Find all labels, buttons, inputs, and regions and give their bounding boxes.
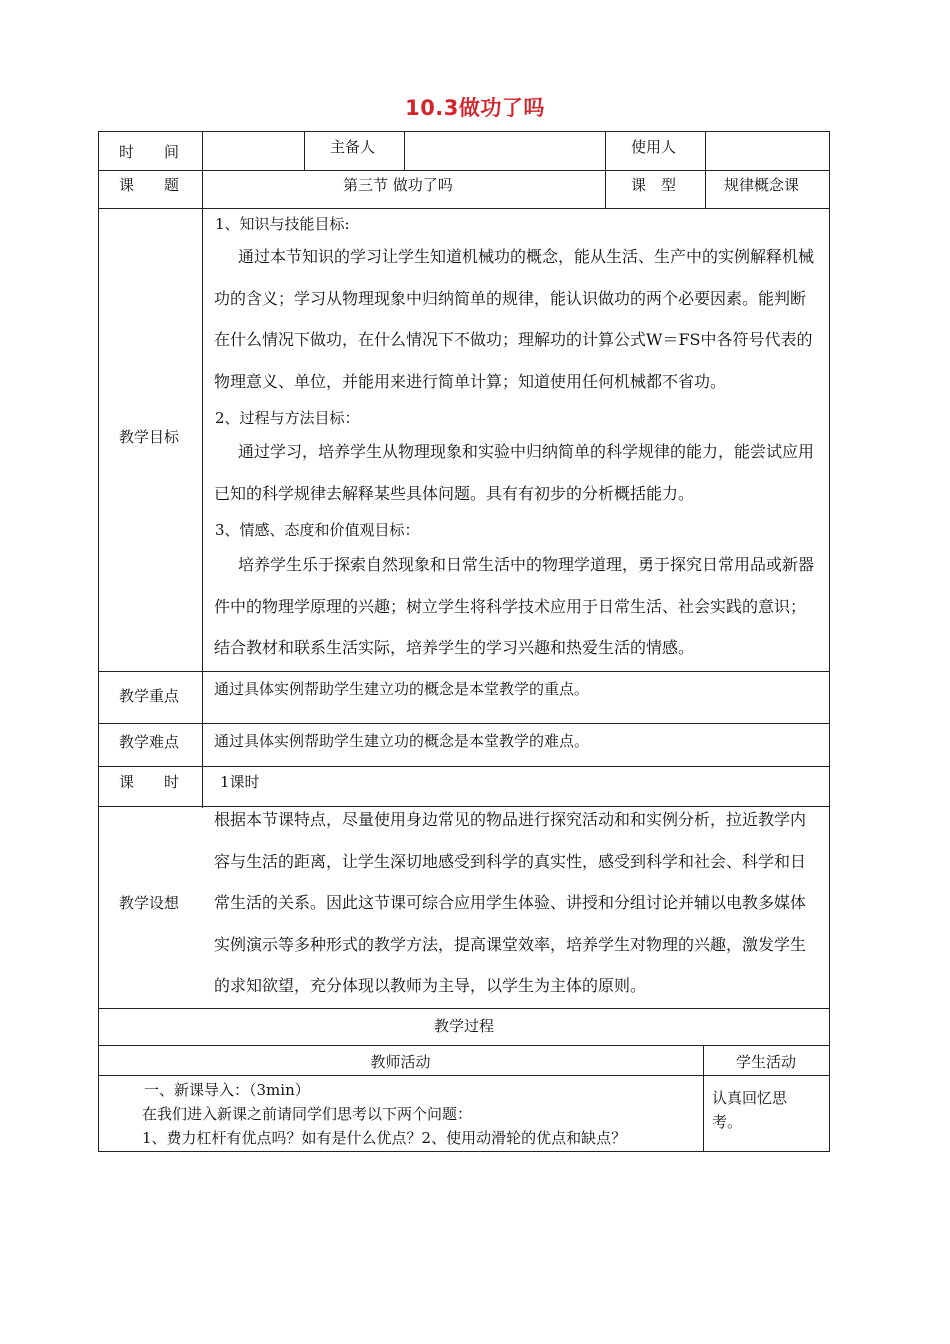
column-border [705, 131, 706, 209]
key-point-label: 教学重点 [119, 687, 180, 705]
column-border [98, 131, 99, 1152]
row-border [98, 1008, 830, 1009]
hours-label: 课 时 [119, 773, 180, 791]
column-border [829, 131, 830, 1152]
objective-text-process: 通过学习，培养学生从物理现象和实验中归纳简单的科学规律的能力，能尝试应用已知的科学规律去解释某些具体问题。具有有初步的分析概括能力。 [214, 442, 815, 503]
row-border [98, 170, 830, 171]
objective-heading-emotion: 3、情感、态度和价值观目标： [215, 521, 420, 539]
document-title: 10.3做功了吗 [405, 96, 545, 120]
column-border [304, 131, 305, 171]
type-label: 课 型 [631, 176, 677, 194]
objectives-label: 教学目标 [119, 428, 180, 446]
objective-text-knowledge: 通过本节知识的学习让学生知道机械功的概念，能从生活、生产中的实例解释机械功的含义；学习从物理现象中归纳简单的规律，能认识做功的两个必要因素。能判断在什么情况下做功，在什么情况下不做功；理解功的计算公式W＝FS中各符号代表的物理意义、单位，并能用来进行简单计算；知道使用任何机械都不省功。 [214, 247, 815, 391]
row-border [98, 1151, 830, 1152]
teacher-activity-line: 在我们进入新课之前请同学们思考以下两个问题： [142, 1105, 473, 1123]
student-activity-text: 认真回忆思考。 [712, 1089, 788, 1131]
host-label: 主备人 [330, 138, 376, 156]
topic-value: 第三节 做功了吗 [343, 176, 453, 194]
user-label: 使用人 [631, 138, 677, 156]
row-border [98, 723, 830, 724]
hours-value: 1课时 [220, 773, 260, 791]
topic-label: 课 题 [119, 176, 180, 194]
key-point-text: 通过具体实例帮助学生建立功的概念是本堂教学的重点。 [214, 680, 590, 698]
type-value: 规律概念课 [724, 176, 800, 194]
student-activity-header: 学生活动 [735, 1053, 796, 1071]
column-border [202, 131, 203, 808]
row-border [98, 1075, 830, 1076]
teacher-activity-header: 教师活动 [370, 1053, 431, 1071]
column-border [605, 131, 606, 209]
row-border [98, 208, 830, 209]
design-text: 根据本节课特点，尽量使用身边常见的物品进行探究活动和和实例分析，拉近教学内容与生活的距离，让学生深切地感受到科学的真实性，感受到科学和社会、科学和日常生活的关系。因此这节课可综合应用学生体验、讲授和分组讨论并辅以电教多媒体实例演示等多种形式的教学方法，提高课堂效率，培养学生对物理的兴趣，激发学生的求知欲望，充分体现以教师为主导，以学生为主体的原则。 [214, 810, 807, 995]
row-border [98, 671, 830, 672]
design-label: 教学设想 [119, 894, 180, 912]
teacher-activity-line: 1、费力杠杆有优点吗？如有是什么优点？2、使用动滑轮的优点和缺点？ [142, 1129, 627, 1147]
row-border [98, 131, 830, 132]
teacher-activity-line: 一、新课导入：（3min） [144, 1081, 310, 1099]
difficulty-text: 通过具体实例帮助学生建立功的概念是本堂教学的难点。 [214, 732, 590, 750]
difficulty-label: 教学难点 [119, 733, 180, 751]
objective-heading-process: 2、过程与方法目标： [215, 409, 360, 427]
objective-heading-knowledge: 1、知识与技能目标: [215, 215, 350, 233]
row-border [98, 1045, 830, 1046]
time-label: 时 间 [119, 143, 180, 161]
column-border [404, 131, 405, 171]
objective-text-emotion: 培养学生乐于探索自然现象和日常生活中的物理学道理，勇于探究日常用品或新器件中的物理学原理的兴趣；树立学生将科学技术应用于日常生活、社会实践的意识；结合教材和联系生活实际，培养学生的学习兴趣和热爱生活的情感。 [214, 555, 815, 657]
row-border [98, 766, 830, 767]
process-label: 教学过程 [433, 1017, 494, 1035]
